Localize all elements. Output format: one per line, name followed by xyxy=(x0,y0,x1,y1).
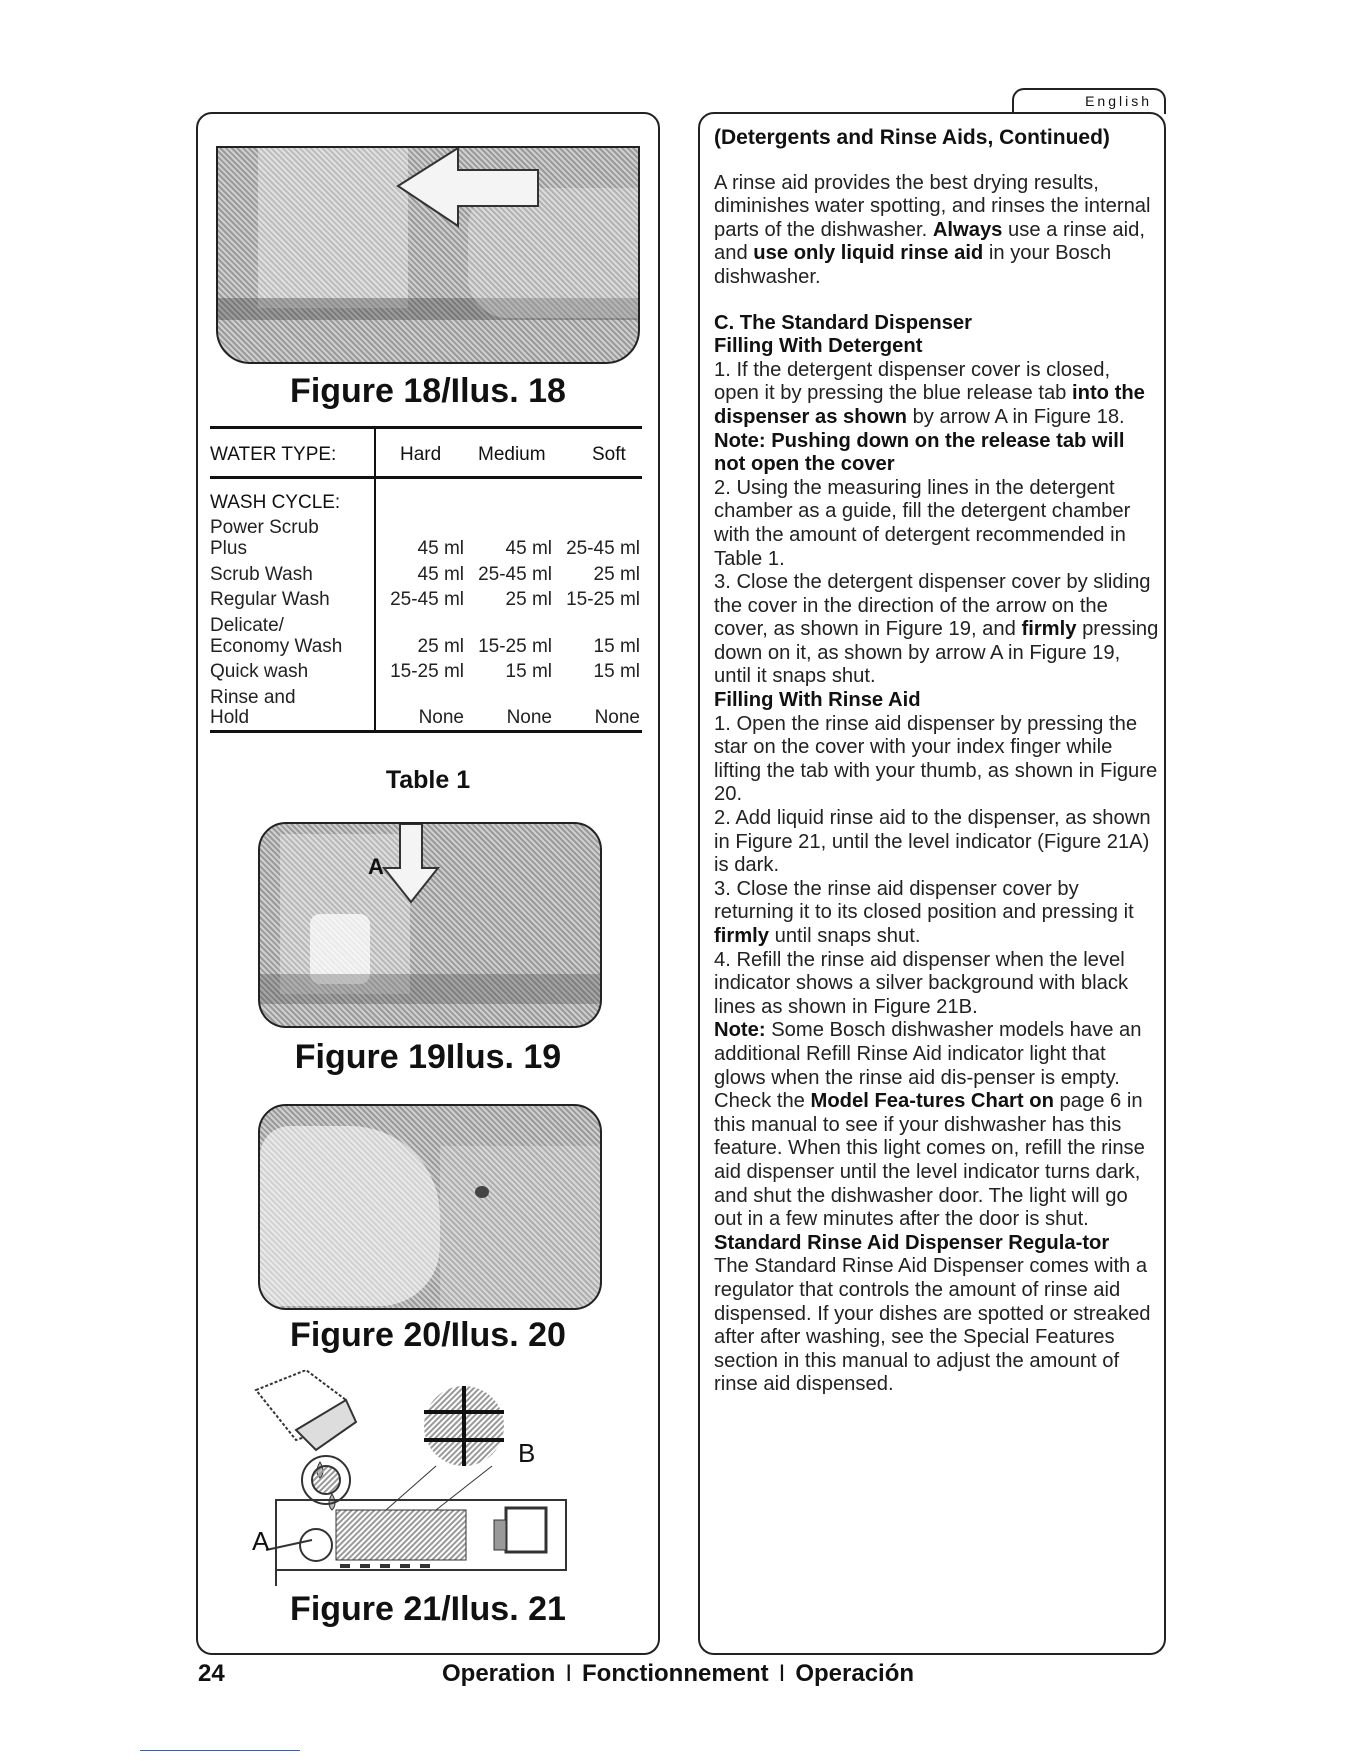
page-number: 24 xyxy=(198,1660,225,1687)
rinse-step-1: 1. Open the rinse aid dispenser by pressing the star on the cover with your index finger while lifting the tab with your thumb, as shown in Figure 20. xyxy=(714,712,1158,806)
table-cell: 25 ml xyxy=(593,564,640,585)
figure-19-label-a: A xyxy=(368,854,384,879)
water-type-table xyxy=(210,426,642,756)
figure-21-label-a: A xyxy=(252,1526,270,1556)
figure-18-caption: Figure 18/Ilus. 18 xyxy=(290,372,566,410)
table-cell: 25-45 ml xyxy=(566,538,640,559)
regulator-paragraph: The Standard Rinse Aid Dispenser comes with a regulator that controls the amount of rinse aid dispensed. If your dishes are spotted or streaked after after washing, see the Special Features section in this manual to adjust the amount of rinse aid dispensed. xyxy=(714,1255,1151,1396)
table-cell: 15 ml xyxy=(505,661,552,682)
table-cell: 25-45 ml xyxy=(478,564,552,585)
table-row-name: Quick wash xyxy=(210,661,309,682)
intro-paragraph: A rinse aid provides the best drying results, diminishes water spotting, and rinses the internal parts of the dishwasher. Always use a rinse aid, and use only liquid rinse aid in your Bosch dishwasher. xyxy=(714,171,1151,288)
table-row-name: Economy Wash xyxy=(210,636,343,657)
table-cell: 15-25 ml xyxy=(478,636,552,657)
table-cell: 15-25 ml xyxy=(390,661,464,682)
column-soft: Soft xyxy=(592,444,626,465)
table-row-name: Delicate/ xyxy=(210,615,284,636)
detergent-step-3: 3. Close the detergent dispenser cover by sliding the cover in the direction of the arrow on the cover, as shown in Figure 19, and firmly pressing down on it, as shown by arrow A in Figure 19, until it snaps shut. xyxy=(714,571,1159,688)
detergent-step-2: 2. Using the measuring lines in the detergent chamber as a guide, fill the detergent chamber with the amount of detergent recommended in Table 1. xyxy=(714,476,1131,570)
water-type-label: WATER TYPE: xyxy=(210,444,337,465)
table-cell: 25 ml xyxy=(505,589,552,610)
figure-20-photo xyxy=(258,1104,602,1310)
table-row-name: Regular Wash xyxy=(210,589,330,610)
footer-title: Operation I Fonctionnement I Operación xyxy=(442,1660,915,1687)
figure-21-caption: Figure 21/Ilus. 21 xyxy=(290,1590,566,1628)
figure-21-label-b: B xyxy=(518,1438,536,1468)
rinse-step-3: 3. Close the rinse aid dispenser cover by returning it to its closed position and pressing it firmly until snaps shut. xyxy=(714,877,1134,947)
table-1-caption: Table 1 xyxy=(385,766,471,794)
rinse-step-2: 2. Add liquid rinse aid to the dispenser, as shown in Figure 21, until the level indicator (Figure 21A) is dark. xyxy=(714,807,1151,877)
table-cell: 25 ml xyxy=(417,636,464,657)
wash-cycle-label: WASH CYCLE: xyxy=(210,492,341,513)
detergent-heading: Filling With Detergent xyxy=(714,335,923,358)
table-row-name: Power Scrub xyxy=(210,517,319,538)
figure-20-caption: Figure 20/Ilus. 20 xyxy=(290,1316,566,1354)
standard-dispenser-heading: C. The Standard Dispenser xyxy=(714,311,973,334)
table-cell: 15-25 ml xyxy=(566,589,640,610)
figure-18-photo xyxy=(216,146,640,364)
table-cell: None xyxy=(506,707,552,728)
table-cell: 15 ml xyxy=(593,636,640,657)
section-heading: (Detergents and Rinse Aids, Continued) xyxy=(714,126,1110,149)
table-cell: 45 ml xyxy=(417,564,464,585)
regulator-heading: Standard Rinse Aid Dispenser Regula-tor xyxy=(714,1231,1110,1254)
language-tab: English xyxy=(1012,88,1166,114)
table-cell: None xyxy=(594,707,640,728)
detergent-step-1: 1. If the detergent dispenser cover is closed, open it by pressing the blue release tab into the dispenser as shown by arrow A in Figure 18. Note: Pushing down on the release tab will not open the cover xyxy=(714,358,1145,476)
table-row-name: Hold xyxy=(210,707,250,728)
figure-19-photo xyxy=(258,822,602,1028)
table-row-name: Scrub Wash xyxy=(210,564,313,585)
table-cell: 15 ml xyxy=(593,661,640,682)
arrow-left-icon xyxy=(218,148,640,364)
rinse-step-4: 4. Refill the rinse aid dispenser when the level indicator shows a silver background with black lines as shown in Figure 21B. xyxy=(714,948,1129,1018)
arrow-down-icon xyxy=(260,824,602,1028)
figure-19-caption: Figure 19Ilus. 19 xyxy=(294,1038,562,1076)
figure-21-diagram xyxy=(236,1370,596,1586)
column-hard: Hard xyxy=(400,444,442,465)
table-row-name: Plus xyxy=(210,538,247,559)
table-cell: 25-45 ml xyxy=(390,589,464,610)
table-cell: 45 ml xyxy=(417,538,464,559)
table-row-name: Rinse and xyxy=(210,687,296,708)
bottom-link-line xyxy=(140,1750,300,1751)
note-paragraph: Note: Some Bosch dishwasher models have an additional Refill Rinse Aid indicator light that glows when the rinse aid dis-penser is empty. Check the Model Fea-tures Chart on page 6 in this manual to see if your dishwasher has this feature. When this light comes on, refill the rinse aid dispenser until the level indicator turns dark, and shut the dishwasher door. The light will go out in a few minutes after the door is shut. xyxy=(714,1019,1145,1231)
rinse-aid-heading: Filling With Rinse Aid xyxy=(714,689,921,712)
body-text xyxy=(714,126,1160,1397)
column-medium: Medium xyxy=(478,444,546,465)
table-cell: 45 ml xyxy=(505,538,552,559)
table-cell: None xyxy=(418,707,464,728)
